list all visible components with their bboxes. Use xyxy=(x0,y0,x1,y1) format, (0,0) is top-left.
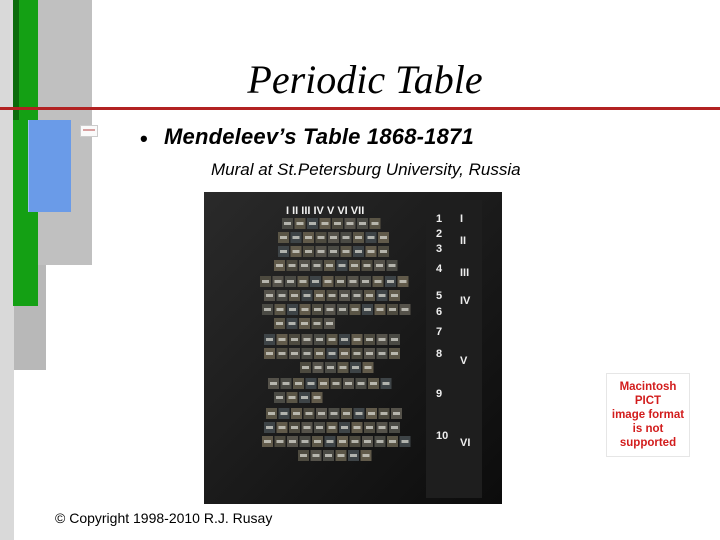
mural-element-symbol xyxy=(325,454,332,457)
mural-element-symbol xyxy=(339,308,346,311)
mural-element-symbol xyxy=(350,280,357,283)
mural-element-symbol xyxy=(276,396,283,399)
mural-element-symbol xyxy=(322,222,329,225)
mural-element-symbol xyxy=(338,454,345,457)
mural-element-symbol xyxy=(331,412,338,415)
mural-element-symbol xyxy=(327,308,334,311)
mural-element-symbol xyxy=(301,396,308,399)
mural-period-number: 5 xyxy=(436,290,443,302)
mural-element-symbol xyxy=(352,366,359,369)
mural-element-symbol xyxy=(279,352,286,355)
mural-element-symbol xyxy=(341,338,348,341)
mural-element-symbol xyxy=(302,440,309,443)
mural-element-symbol xyxy=(314,396,321,399)
mural-element-symbol xyxy=(364,264,371,267)
mural-element-symbol xyxy=(262,280,269,283)
mural-element-symbol xyxy=(354,426,361,429)
mural-element-symbol xyxy=(351,264,358,267)
mural-element-symbol xyxy=(313,454,320,457)
mural-element-symbol xyxy=(291,338,298,341)
mural-element-symbol xyxy=(356,412,363,415)
mural-element-symbol xyxy=(380,236,387,239)
mural-element-symbol xyxy=(340,366,347,369)
mural-element-symbol xyxy=(370,382,377,385)
mural-roman-numeral: V xyxy=(460,355,468,367)
title-rule xyxy=(0,107,720,110)
mural-element-symbol xyxy=(368,236,375,239)
mural-period-number: 10 xyxy=(436,430,449,442)
mural-element-symbol xyxy=(314,440,321,443)
mural-element-symbol xyxy=(289,322,296,325)
mural-element-symbol xyxy=(306,412,313,415)
mural-element-symbol xyxy=(289,396,296,399)
mural-element-symbol xyxy=(354,294,361,297)
mural-element-symbol xyxy=(341,352,348,355)
mural-element-symbol xyxy=(381,412,388,415)
mural-element-symbol xyxy=(333,382,340,385)
mural-element-symbol xyxy=(365,366,372,369)
mural-period-number: 9 xyxy=(436,388,443,400)
mural-element-symbol xyxy=(379,352,386,355)
mural-element-symbol xyxy=(264,440,271,443)
mural-element-symbol xyxy=(293,236,300,239)
mural-element-symbol xyxy=(318,236,325,239)
mural-period-number: 1 xyxy=(436,213,443,225)
mural-element-symbol xyxy=(316,338,323,341)
mural-element-symbol xyxy=(275,280,282,283)
mural-element-symbol xyxy=(300,280,307,283)
mural-element-symbol xyxy=(301,264,308,267)
mural-element-symbol xyxy=(334,222,341,225)
pict-line-3: is not supported xyxy=(619,423,677,449)
mural-element-symbol xyxy=(330,236,337,239)
mural-element-symbol xyxy=(316,426,323,429)
mural-period-number: 6 xyxy=(436,306,443,318)
small-broken-image-icon xyxy=(80,125,98,137)
mural-element-symbol xyxy=(383,382,390,385)
mural-element-symbol xyxy=(304,294,311,297)
mural-element-symbol xyxy=(266,338,273,341)
mural-element-symbol xyxy=(316,294,323,297)
mural-element-symbol xyxy=(309,222,316,225)
mural-element-symbol xyxy=(326,264,333,267)
mural-element-symbol xyxy=(329,352,336,355)
mural-element-symbol xyxy=(276,264,283,267)
mural-element-symbol xyxy=(375,280,382,283)
mural-element-symbol xyxy=(297,222,304,225)
mural-element-symbol xyxy=(291,426,298,429)
mural-period-number: 3 xyxy=(436,243,443,255)
mural-element-symbol xyxy=(337,280,344,283)
mural-element-symbol xyxy=(289,264,296,267)
pict-line-2: image format xyxy=(611,409,685,421)
mural-element-symbol xyxy=(291,294,298,297)
mural-element-symbol xyxy=(325,280,332,283)
mural-element-symbol xyxy=(277,440,284,443)
mural-period-number: 4 xyxy=(436,263,443,275)
mural-element-symbol xyxy=(300,454,307,457)
mural-element-symbol xyxy=(264,308,271,311)
mural-element-symbol xyxy=(283,382,290,385)
mural-element-symbol xyxy=(281,412,288,415)
mural-element-symbol xyxy=(379,294,386,297)
mural-element-symbol xyxy=(276,322,283,325)
pict-unsupported-placeholder xyxy=(606,373,690,457)
mural-element-symbol xyxy=(391,338,398,341)
mural-element-symbol xyxy=(339,264,346,267)
mural-element-symbol xyxy=(402,308,409,311)
mural-element-symbol xyxy=(318,412,325,415)
mural-period-number: 2 xyxy=(436,228,443,240)
mural-element-symbol xyxy=(326,322,333,325)
bullet-icon: • xyxy=(140,126,148,151)
mural-element-symbol xyxy=(287,280,294,283)
mural-element-symbol xyxy=(327,366,334,369)
mural-drawing xyxy=(204,192,502,504)
mural-element-symbol xyxy=(315,366,322,369)
mural-element-symbol xyxy=(366,294,373,297)
mural-photo xyxy=(204,192,502,504)
mural-element-symbol xyxy=(355,236,362,239)
mural-element-symbol xyxy=(352,440,359,443)
mural-element-symbol xyxy=(304,426,311,429)
mural-element-symbol xyxy=(368,250,375,253)
slide-title: Periodic Table xyxy=(247,57,483,102)
mural-element-symbol xyxy=(358,382,365,385)
mural-element-symbol xyxy=(308,382,315,385)
mural-element-symbol xyxy=(270,382,277,385)
mural-element-symbol xyxy=(327,440,334,443)
mural-element-symbol xyxy=(320,382,327,385)
mural-element-symbol xyxy=(363,454,370,457)
mural-element-symbol xyxy=(314,322,321,325)
left-blue-panel xyxy=(28,120,71,212)
mural-roman-numeral: III xyxy=(460,267,470,279)
mural-element-symbol xyxy=(279,294,286,297)
mural-element-symbol xyxy=(354,352,361,355)
mural-element-symbol xyxy=(329,426,336,429)
mural-element-symbol xyxy=(391,426,398,429)
mural-element-symbol xyxy=(266,352,273,355)
mural-element-symbol xyxy=(314,264,321,267)
mural-element-symbol xyxy=(366,426,373,429)
mural-element-symbol xyxy=(304,352,311,355)
mural-element-symbol xyxy=(266,294,273,297)
mural-element-symbol xyxy=(341,294,348,297)
mural-element-symbol xyxy=(343,250,350,253)
mural-element-symbol xyxy=(347,222,354,225)
mural-period-number: 7 xyxy=(436,326,443,338)
mural-element-symbol xyxy=(295,382,302,385)
mural-roman-numeral: I xyxy=(460,213,464,225)
mural-element-symbol xyxy=(362,280,369,283)
mural-element-symbol xyxy=(380,250,387,253)
mural-element-symbol xyxy=(402,440,409,443)
mural-group-header: I II III IV V VI VII xyxy=(286,205,365,217)
mural-element-symbol xyxy=(277,308,284,311)
mural-element-symbol xyxy=(359,222,366,225)
mural-element-symbol xyxy=(364,440,371,443)
mural-element-symbol xyxy=(391,294,398,297)
mural-roman-numeral: VI xyxy=(460,437,471,449)
mural-element-symbol xyxy=(329,294,336,297)
mural-element-symbol xyxy=(366,352,373,355)
mural-element-symbol xyxy=(372,222,379,225)
mural-element-symbol xyxy=(316,352,323,355)
mural-element-symbol xyxy=(291,352,298,355)
bullet-text: Mendeleev’s Table 1868-1871 xyxy=(164,124,474,149)
mural-element-symbol xyxy=(393,412,400,415)
mural-element-symbol xyxy=(389,264,396,267)
mural-element-symbol xyxy=(304,338,311,341)
mural-element-symbol xyxy=(302,308,309,311)
mural-element-symbol xyxy=(284,222,291,225)
mural-element-symbol xyxy=(314,308,321,311)
mural-element-symbol xyxy=(301,322,308,325)
mural-element-symbol xyxy=(354,338,361,341)
mural-element-symbol xyxy=(266,426,273,429)
mural-element-symbol xyxy=(312,280,319,283)
mural-element-symbol xyxy=(366,338,373,341)
mural-element-symbol xyxy=(364,308,371,311)
mural-element-symbol xyxy=(339,440,346,443)
mural-element-symbol xyxy=(379,338,386,341)
mural-roman-numeral: II xyxy=(460,235,467,247)
mural-element-symbol xyxy=(279,338,286,341)
mural-element-symbol xyxy=(289,308,296,311)
pict-line-1: Macintosh PICT xyxy=(619,381,677,407)
mural-element-symbol xyxy=(400,280,407,283)
mural-element-symbol xyxy=(389,308,396,311)
mural-element-symbol xyxy=(368,412,375,415)
mural-element-symbol xyxy=(280,236,287,239)
mural-element-symbol xyxy=(387,280,394,283)
mural-roman-numeral: IV xyxy=(460,295,471,307)
mural-element-symbol xyxy=(280,250,287,253)
mural-element-symbol xyxy=(377,440,384,443)
mural-element-symbol xyxy=(330,250,337,253)
mural-element-symbol xyxy=(350,454,357,457)
mural-element-symbol xyxy=(305,236,312,239)
mural-element-symbol xyxy=(355,250,362,253)
copyright-notice: © Copyright 1998-2010 R.J. Rusay xyxy=(55,510,273,526)
mural-element-symbol xyxy=(391,352,398,355)
mural-element-symbol xyxy=(343,236,350,239)
mural-element-symbol xyxy=(305,250,312,253)
mural-element-symbol xyxy=(289,440,296,443)
mural-element-symbol xyxy=(343,412,350,415)
mural-caption: Mural at St.Petersburg University, Russia xyxy=(211,160,521,179)
mural-element-symbol xyxy=(302,366,309,369)
mural-element-symbol xyxy=(279,426,286,429)
mural-element-symbol xyxy=(293,412,300,415)
mural-element-symbol xyxy=(377,308,384,311)
mural-element-symbol xyxy=(341,426,348,429)
mural-element-symbol xyxy=(376,264,383,267)
mural-element-symbol xyxy=(318,250,325,253)
mural-element-symbol xyxy=(352,308,359,311)
mural-element-symbol xyxy=(389,440,396,443)
mural-element-symbol xyxy=(379,426,386,429)
mural-element-symbol xyxy=(345,382,352,385)
mural-period-number: 8 xyxy=(436,348,443,360)
mural-element-symbol xyxy=(329,338,336,341)
mural-element-symbol xyxy=(268,412,275,415)
mural-element-symbol xyxy=(293,250,300,253)
